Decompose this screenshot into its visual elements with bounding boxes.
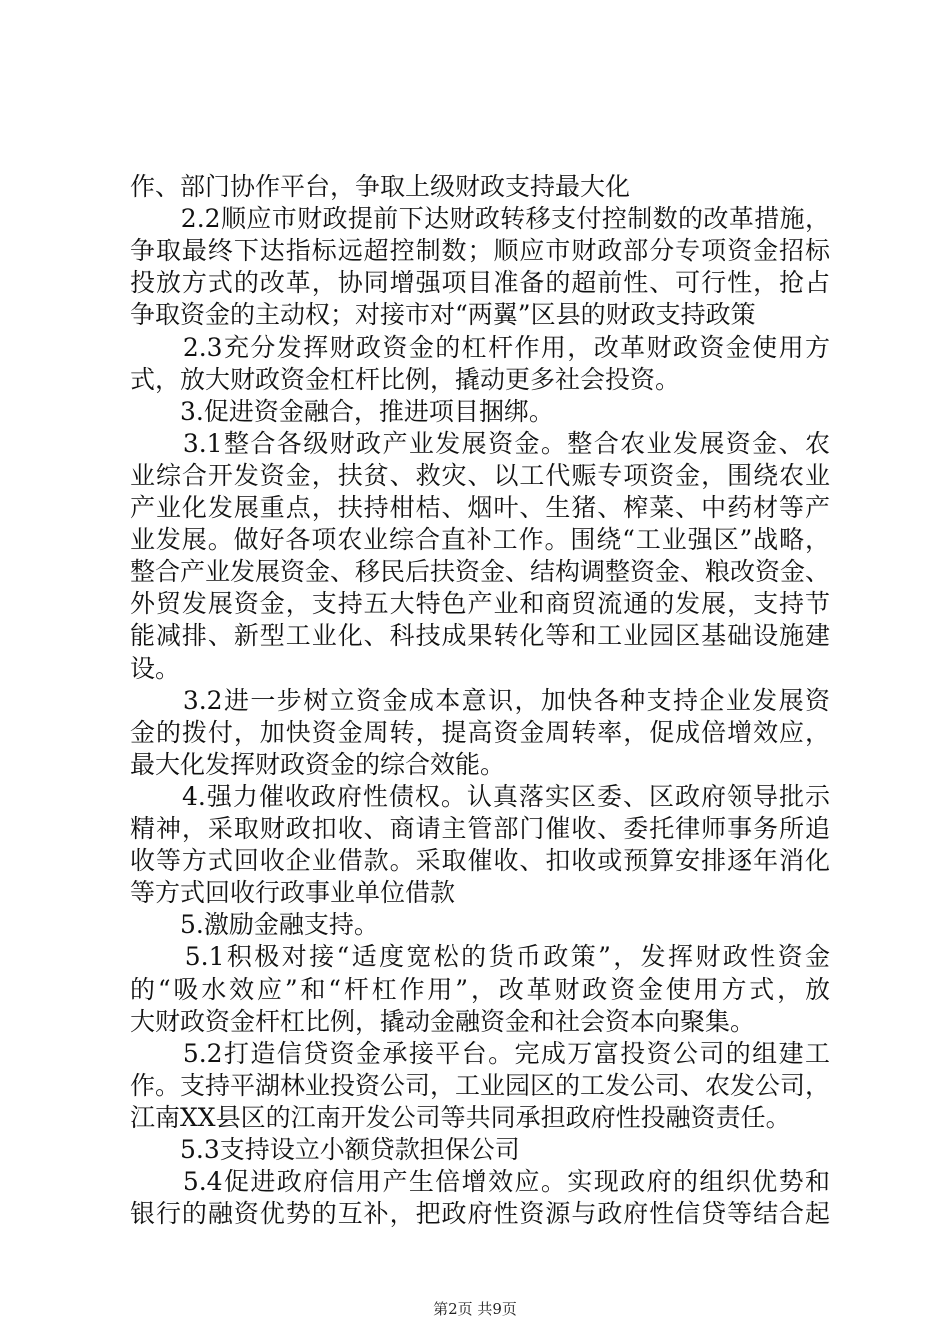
- text-line: 业综合开发资金，扶贫、救灾、以工代赈专项资金，围绕农业: [130, 461, 830, 490]
- text-line: 大财政资金杆杠比例，撬动金融资金和社会资本向聚集。: [130, 1007, 756, 1036]
- text-line: 争取资金的主动权；对接市对“两翼”区县的财政支持政策: [130, 300, 756, 329]
- text-line: 3.促进资金融合，推进项目捆绑。: [130, 397, 554, 426]
- text-line: 产业化发展重点，扶持柑桔、烟叶、生猪、榨菜、中药材等产: [130, 493, 830, 522]
- text-line: 5.1积极对接“适度宽松的货币政策”，发挥财政性资金: [130, 942, 830, 971]
- text-line: 2.2顺应市财政提前下达财政转移支付控制数的改革措施，: [130, 204, 830, 233]
- page-number-footer: 第2页 共9页: [433, 1300, 517, 1318]
- text-line: 银行的融资优势的互补，把政府性资源与政府性信贷等结合起: [130, 1199, 830, 1228]
- text-line: 作、部门协作平台，争取上级财政支持最大化: [130, 172, 631, 201]
- text-line: 5.3支持设立小额贷款担保公司: [130, 1135, 520, 1164]
- text-line: 精神，采取财政扣收、商请主管部门催收、委托律师事务所追: [130, 814, 830, 843]
- text-line: 金的拨付，加快资金周转，提高资金周转率，促成倍增效应，: [130, 718, 830, 747]
- text-line: 的“吸水效应”和“杆杠作用”，改革财政资金使用方式，放: [130, 975, 830, 1004]
- text-line: 3.1整合各级财政产业发展资金。整合农业发展资金、农: [130, 429, 830, 458]
- text-line: 4.强力催收政府性债权。认真落实区委、区政府领导批示: [130, 782, 830, 811]
- text-line: 等方式回收行政事业单位借款: [130, 878, 456, 907]
- text-line: 江南XX县区的江南开发公司等共同承担政府性投融资责任。: [130, 1103, 791, 1132]
- text-line: 设。: [130, 654, 181, 683]
- text-line: 争取最终下达指标远超控制数；顺应市财政部分专项资金招标: [130, 236, 830, 265]
- text-line: 5.4促进政府信用产生倍增效应。实现政府的组织优势和: [130, 1167, 830, 1196]
- text-line: 作。支持平湖林业投资公司，工业园区的工发公司、农发公司，: [130, 1071, 831, 1100]
- text-line: 业发展。做好各项农业综合直补工作。围绕“工业强区”战略，: [130, 525, 830, 554]
- text-line: 3.2进一步树立资金成本意识，加快各种支持企业发展资: [130, 686, 830, 715]
- text-line: 收等方式回收企业借款。采取催收、扣收或预算安排逐年消化: [130, 846, 830, 875]
- text-line: 式，放大财政资金杠杆比例，撬动更多社会投资。: [130, 365, 681, 394]
- text-line: 5.2打造信贷资金承接平台。完成万富投资公司的组建工: [130, 1039, 830, 1068]
- text-line: 5.激励金融支持。: [130, 910, 379, 939]
- text-line: 2.3充分发挥财政资金的杠杆作用，改革财政资金使用方: [130, 333, 830, 362]
- text-line: 外贸发展资金，支持五大特色产业和商贸流通的发展，支持节: [130, 589, 830, 618]
- text-line: 能减排、新型工业化、科技成果转化等和工业园区基础设施建: [130, 621, 830, 650]
- text-line: 最大化发挥财政资金的综合效能。: [130, 750, 506, 779]
- text-line: 投放方式的改革，协同增强项目准备的超前性、可行性，抢占: [130, 268, 830, 297]
- text-line: 整合产业发展资金、移民后扶资金、结构调整资金、粮改资金、: [130, 557, 831, 586]
